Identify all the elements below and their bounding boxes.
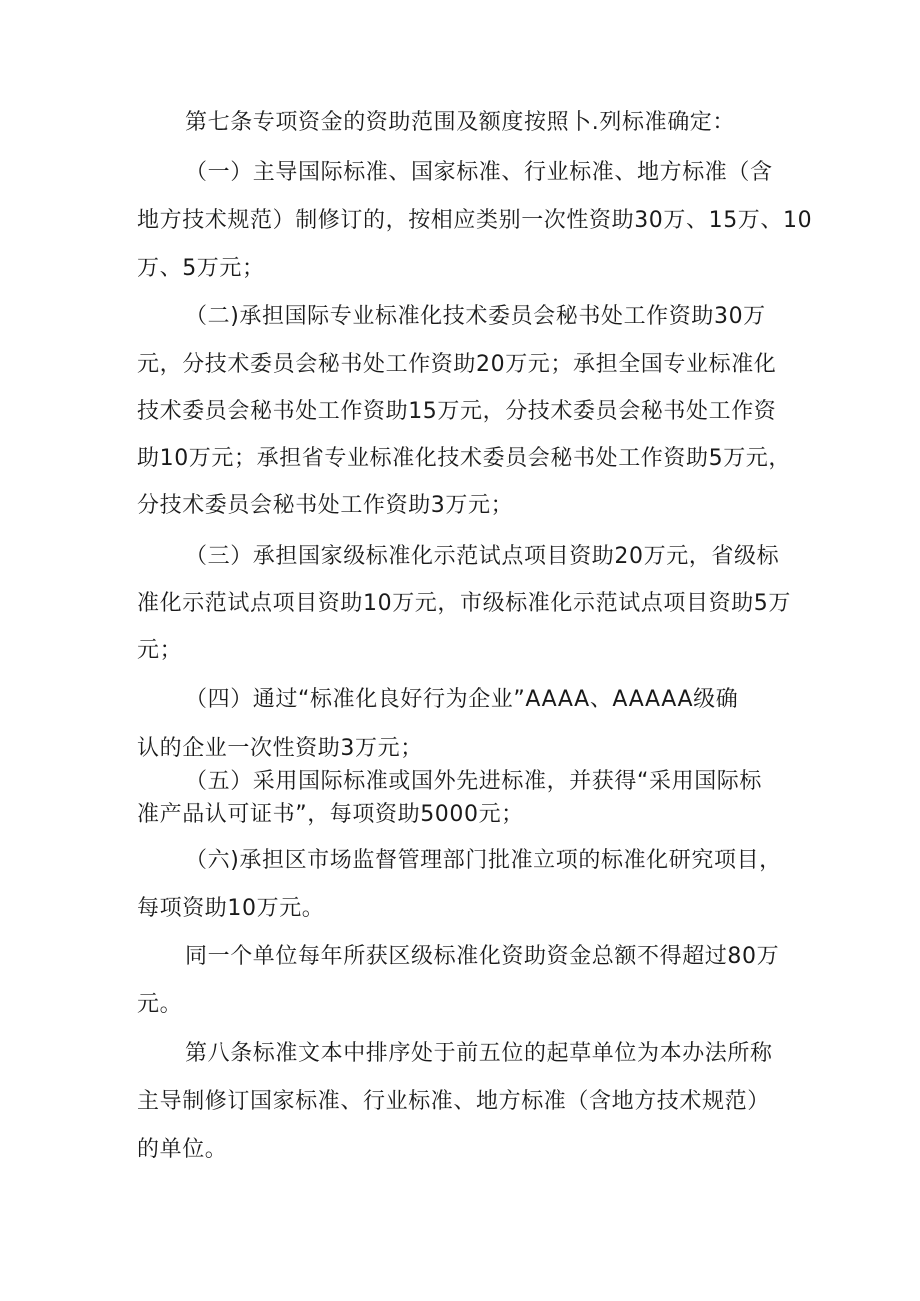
item-2-line-5: 分技术委员会秘书处工作资助3万元； [137,493,514,518]
item-6-line-2: 每项资助10万元。 [137,896,325,921]
item-3-line-3: 元； [137,638,183,663]
cap-line-2: 元。 [137,992,183,1017]
article-8-line-3: 的单位。 [137,1137,228,1162]
item-1-line-2: 地方技术规范）制修订的，按相应类别一次性资助30万、15万、10 [137,208,813,233]
item-1-line-1: （一）主导国际标准、国家标准、行业标准、地方标准（含 [185,160,773,185]
item-3-line-2: 准化示范试点项目资助10万元，市级标准化示范试点项目资助5万 [137,591,791,616]
item-2-line-2: 元，分技术委员会秘书处工作资助20万元；承担全国专业标准化 [137,352,777,377]
item-1-line-3: 万、5万元； [137,256,265,281]
item-5-line-2: 准产品认可证书”，每项资助5000元； [137,802,524,827]
item-2-line-4: 助10万元；承担省专业标准化技术委员会秘书处工作资助5万元， [137,446,791,471]
item-2-line-1: （二)承担国际专业标准化技术委员会秘书处工作资助30万 [185,304,766,329]
article-8-line-2: 主导制修订国家标准、行业标准、地方标准（含地方技术规范） [137,1089,770,1114]
item-2-line-3: 技术委员会秘书处工作资助15万元，分技术委员会秘书处工作资 [137,399,777,424]
item-6-line-1: （六)承担区市场监督管理部门批准立项的标准化研究项目， [185,848,782,873]
item-3-line-1: （三）承担国家级标准化示范试点项目资助20万元，省级标 [185,544,780,569]
article-8-line-1: 第八条标准文本中排序处于前五位的起草单位为本办法所称 [185,1041,773,1066]
item-4-line-1: （四）通过“标准化良好行为企业”AAAA、AAAAA级确 [185,687,739,712]
item-5-line-1: （五）采用国际标准或国外先进标准，并获得“采用国际标 [185,769,762,794]
cap-line-1: 同一个单位每年所获区级标准化资助资金总额不得超过80万 [185,944,780,969]
item-4-line-2: 认的企业一次性资助3万元； [137,736,423,761]
article-7-heading: 第七条专项资金的资助范围及额度按照卜.列标准确定： [185,110,735,135]
